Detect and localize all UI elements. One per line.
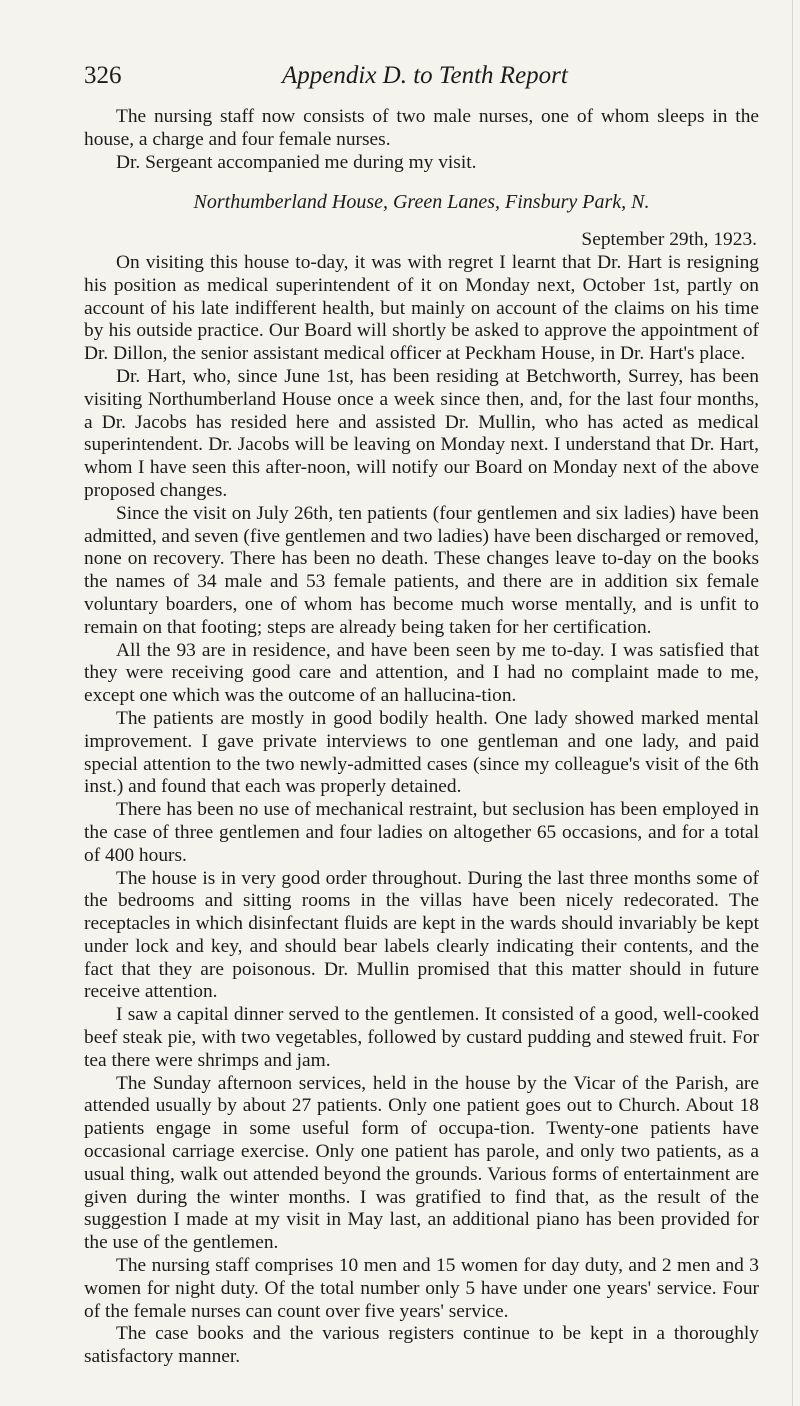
paragraph: The house is in very good order throughout. During the last three months some of the bedrooms and sitting rooms in the villas have been nicely redecorated. The receptacles in which disinfectant fluids are kept in the wards should invariably be kept under lock and key, and should bear labels clearly indicating their contents, and the fact that they are poisonous. Dr. Mullin promised that this matter should in future receive attention.: [84, 867, 759, 1003]
paragraph: All the 93 are in residence, and have been seen by me to-day. I was satisfied that they were receiving good care and attention, and I had no complaint made to me, except one which was the outcome of an hallucina-tion.: [84, 639, 759, 707]
paragraph: The case books and the various registers continue to be kept in a thoroughly satisfactory manner.: [84, 1323, 759, 1368]
paragraph: The patients are mostly in good bodily health. One lady showed marked mental improvement. I gave private interviews to one gentleman and one lady, and paid special attention to the two newly-admitted cases (since my colleague's visit of the 6th inst.) and found that each was properly detained.: [84, 707, 759, 798]
section-date: September 29th, 1923.: [581, 229, 757, 251]
paragraph: The nursing staff now consists of two male nurses, one of whom sleeps in the house, a charge and four female nurses.: [84, 106, 759, 150]
paragraph: I saw a capital dinner served to the gentlemen. It consisted of a good, well-cooked beef steak pie, with two vegetables, followed by custard pudding and stewed fruit. For tea there were shrimps and jam.: [84, 1004, 759, 1071]
paragraph: The nursing staff comprises 10 men and 15 women for day duty, and 2 men and 3 women for night duty. Of the total number only 5 have under one years' service. Four of the female nurses can count over five years' service.: [84, 1255, 759, 1322]
paragraph: There has been no use of mechanical restraint, but seclusion has been employed in the case of three gentlemen and four ladies on altogether 65 occasions, and for a total of 400 hours.: [84, 799, 759, 866]
page-number: 326: [84, 62, 122, 89]
page-header: [84, 62, 724, 98]
paragraph: Dr. Hart, who, since June 1st, has been residing at Betchworth, Surrey, has been visiting Northumberland House once a week since then, and, for the last four months, a Dr. Jacobs has resided here and assisted Dr. Mullin, who has acted as medical superintendent. Dr. Jacobs will be leaving on Monday next. I understand that Dr. Hart, whom I have seen this after-noon, will notify our Board on Monday next of the above proposed changes.: [84, 365, 759, 501]
page-edge: [792, 0, 793, 1406]
paragraph: Dr. Sergeant accompanied me during my visit.: [116, 151, 477, 173]
page-body: [84, 106, 759, 1369]
running-title: Appendix D. to Tenth Report: [282, 62, 568, 89]
section-heading: Northumberland House, Green Lanes, Finsbury Park, N.: [193, 191, 650, 214]
paragraph: Since the visit on July 26th, ten patients (four gentlemen and six ladies) have been admitted, and seven (five gentlemen and two ladies) have been discharged or removed, none on recovery. There has been no death. These changes leave to-day on the books the names of 34 male and 53 female patients, and there are in addition six female voluntary boarders, one of whom has become much worse mentally, and is unfit to remain on that footing; steps are already being taken for her certification.: [84, 502, 759, 638]
paragraph: On visiting this house to-day, it was with regret I learnt that Dr. Hart is resigning his position as medical superintendent of it on Monday next, October 1st, partly on account of his late indifferent health, but mainly on account of the claims on his time by his outside practice. Our Board will shortly be asked to approve the appointment of Dr. Dillon, the senior assistant medical officer at Peckham House, in Dr. Hart's place.: [84, 251, 759, 365]
paragraph: The Sunday afternoon services, held in the house by the Vicar of the Parish, are attended usually by about 27 patients. Only one patient goes out to Church. About 18 patients engage in some useful form of occupa-tion. Twenty-one patients have occasional carriage exercise. Only one patient has parole, and only two patients, as a usual thing, walk out attended beyond the grounds. Various forms of entertainment are given during the winter months. I was gratified to find that, as the result of the suggestion I made at my visit in May last, an additional piano has been provided for the use of the gentlemen.: [84, 1072, 759, 1254]
